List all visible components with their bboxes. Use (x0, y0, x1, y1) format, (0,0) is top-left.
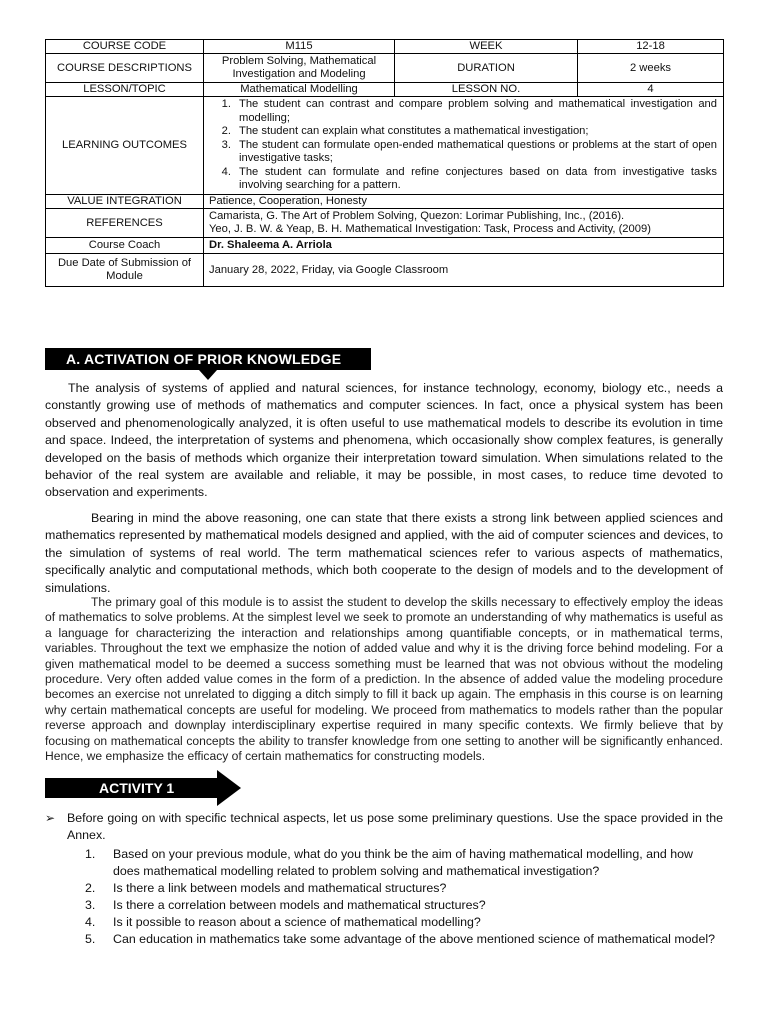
course-coach-value: Dr. Shaleema A. Arriola (204, 238, 724, 254)
list-item: 3. Is there a correlation between models and mathematical structures? (85, 898, 486, 912)
list-item: 2. Is there a link between models and mathematical structures? (85, 881, 447, 895)
due-date-value: January 28, 2022, Friday, via Google Classroom (204, 254, 724, 287)
list-item: 1. The student can contrast and compare problem solving and mathematical investigation and modelling; (221, 98, 717, 124)
list-item: 4. Is it possible to reason about a science of mathematical modelling? (85, 915, 481, 929)
reference-item: Camarista, G. The Art of Problem Solving, Quezon: Lorimar Publishing, Inc., (2016). (209, 210, 625, 222)
right-arrow-icon (217, 770, 241, 806)
duration-label: DURATION (395, 54, 578, 83)
due-date-label: Due Date of Submission of Module (46, 254, 204, 287)
week-value: 12-18 (578, 40, 724, 54)
value-integration-value: Patience, Cooperation, Honesty (204, 195, 724, 209)
course-code-label: COURSE CODE (46, 40, 204, 54)
arrow-bullet-icon: ➢ (45, 811, 56, 825)
course-description-value: Problem Solving, Mathematical Investigation and Modeling (204, 54, 395, 83)
lesson-number-value: 4 (578, 83, 724, 97)
lesson-topic-label: LESSON/TOPIC (46, 83, 204, 97)
paragraph-2: Bearing in mind the above reasoning, one can state that there exists a strong link between applied sciences and mathematics represented by mathematical models designed and applied, with the aid of computer sciences and devices, to the simulation of systems of real world. The term mathematical sciences refer to various aspects of mathematics, specifically analytic and computational methods, which both cooperate to the design of models and to the development of simulations. (45, 511, 723, 595)
table-row (46, 97, 724, 195)
paragraph-1: The analysis of systems of applied and natural sciences, for instance technology, economy, biology etc., needs a constantly growing use of methods of mathematics and computer sciences. In fact, once a physical system has been observed and phenomenologically analyzed, it is often useful to use mathematical models to describe its evolution in time and space. Indeed, the interpretation of systems and phenomena, which occasionally show complex features, is generally developed on the basis of methods which organize their interpretation toward simulation. When simulations related to the behavior of the real system are available and reliable, it may be possible, in most cases, to reduce time devoted to observation and experiments. (45, 381, 723, 500)
references-label: REFERENCES (46, 209, 204, 238)
references-cell (204, 209, 724, 238)
learning-outcomes-cell (204, 97, 724, 195)
course-coach-label: Course Coach (46, 238, 204, 254)
table-row (46, 54, 724, 83)
list-item: 3. The student can formulate open-ended mathematical questions or problems at the start of open investigative tasks; (221, 138, 717, 165)
course-description-label: COURSE DESCRIPTIONS (46, 54, 204, 83)
lesson-number-label: LESSON NO. (395, 83, 578, 97)
lesson-topic-value: Mathematical Modelling (204, 83, 395, 97)
down-arrow-icon (199, 370, 217, 380)
reference-item: Yeo, J. B. W. & Yeap, B. H. Mathematical Investigation: Task, Process and Activity, (2009) (209, 223, 651, 235)
paragraph-3: The primary goal of this module is to assist the student to develop the skills necessary to effectively employ the ideas of mathematics to solve problems. At the simplest level we seek to promote an understanding of why mathematics is useful as a language for characterizing the interaction and relationships among quantifiable concepts, or in mathematical terms, variables. Throughout the text we emphasize the notion of added value and why it is the driving force behind modeling. For a given mathematical model to be deemed a success something must be learned that was not obvious without the modeling procedure. Very often added value comes in the form of a prediction. In the absence of added value the modeling procedure becomes an exercise not unrelated to digging a ditch simply to fill it back up again. The emphasis in this course is on learning why certain mathematical concepts are useful for modeling. We proceed from mathematics to models rather than the popular reverse approach and downplay interdisciplinary expertise required in many specific contexts. We firmly believe that by focusing on mathematical concepts the ability to transfer knowledge from one setting to another will be significantly enhanced. Hence, we emphasize the efficacy of certain mathematics for constructing models. (45, 595, 723, 764)
section-heading-banner: A. ACTIVATION OF PRIOR KNOWLEDGE (45, 348, 371, 370)
learning-outcomes-label: LEARNING OUTCOMES (46, 97, 204, 195)
list-item: 5. Can education in mathematics take some advantage of the above mentioned science of mathematical model? (85, 932, 715, 946)
table-row (46, 40, 724, 54)
activity-heading: ACTIVITY 1 (99, 780, 175, 796)
activity-arrow-banner (45, 770, 241, 806)
course-code-value: M115 (204, 40, 395, 54)
table-row (46, 254, 724, 287)
activity-questions-list (85, 846, 723, 948)
table-row (46, 238, 724, 254)
table-row (46, 209, 724, 238)
table-row (46, 83, 724, 97)
list-item: 1. Based on your previous module, what do you think be the aim of having mathematical modelling, and how does mathematical modelling related to problem solving and mathematical investigation? (85, 847, 693, 878)
week-label: WEEK (395, 40, 578, 54)
activity-intro-text: Before going on with specific technical aspects, let us pose some preliminary questions. Use the space provided in the Annex. (67, 811, 723, 842)
learning-outcomes-list (209, 98, 719, 193)
list-item: 2. The student can explain what constitutes a mathematical investigation; (221, 125, 589, 138)
value-integration-label: VALUE INTEGRATION (46, 195, 204, 209)
list-item: 4. The student can formulate and refine conjectures based on data from investigative tasks involving searching for a pattern. (221, 165, 717, 192)
activity-intro (45, 810, 723, 844)
duration-value: 2 weeks (578, 54, 724, 83)
course-info-table (45, 39, 724, 287)
table-row (46, 195, 724, 209)
